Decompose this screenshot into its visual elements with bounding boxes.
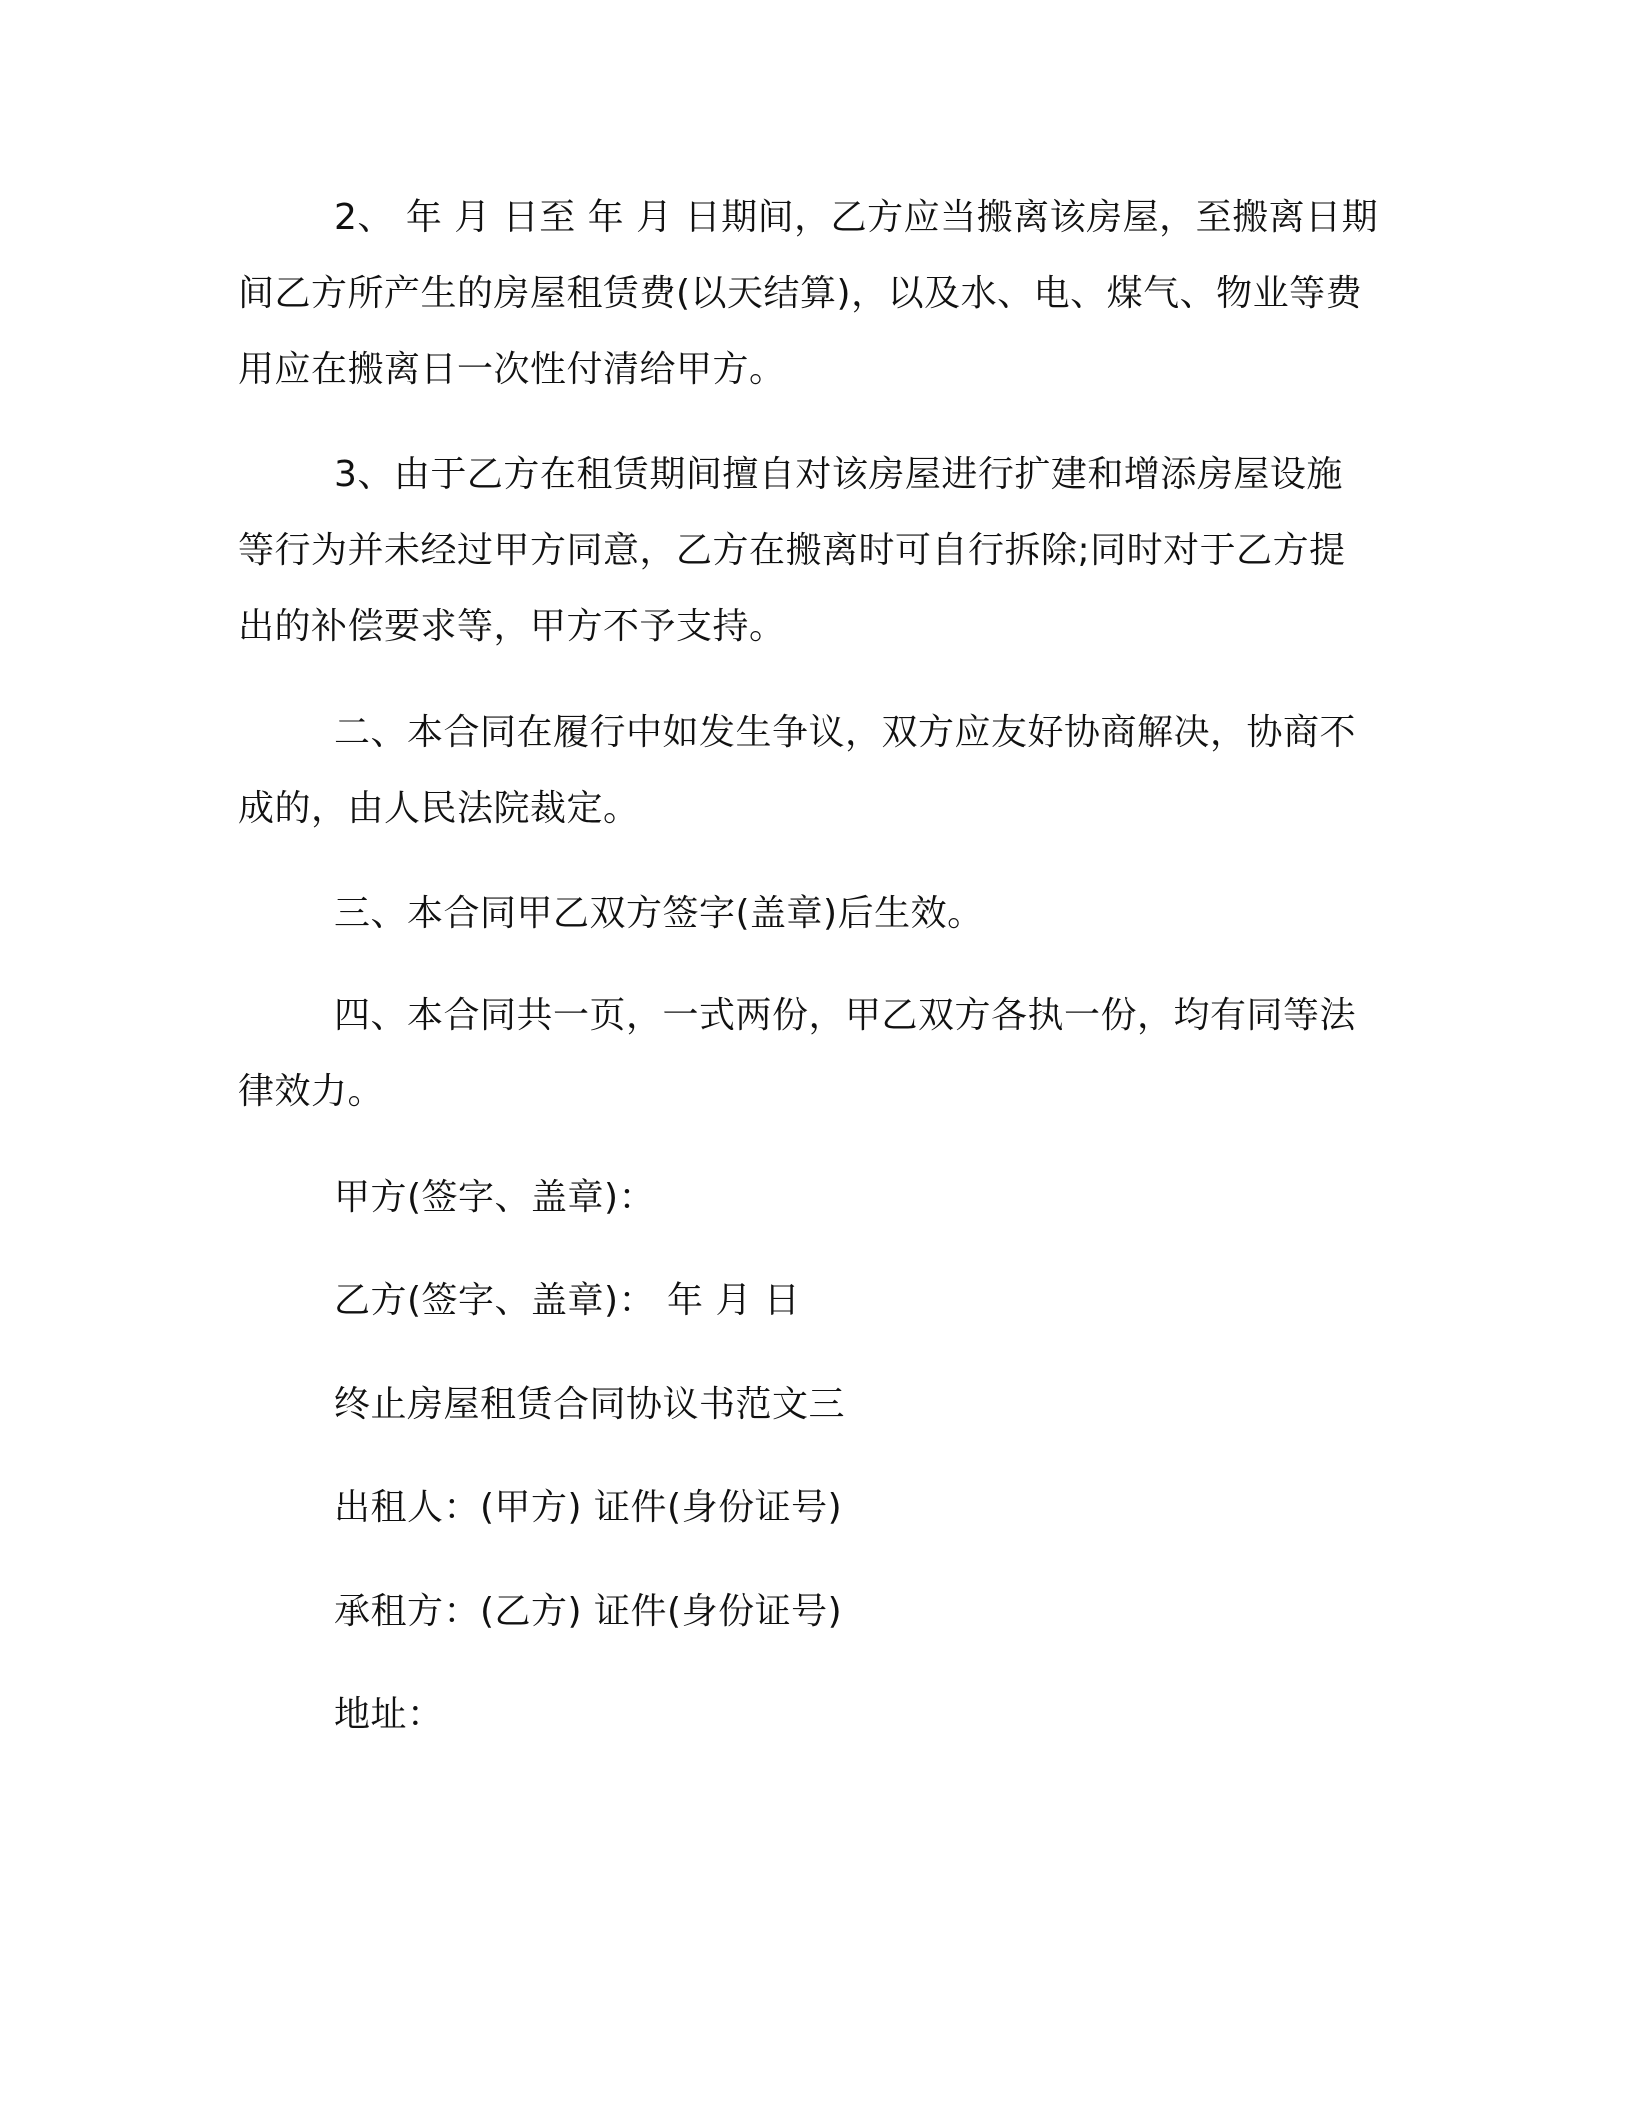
paragraph-1-line-1: 2、 年 月 日至 年 月 日期间，乙方应当搬离该房屋，至搬离日期 xyxy=(334,197,1379,238)
paragraph-2-line-3: 出的补偿要求等，甲方不予支持。 xyxy=(238,606,786,647)
party-a-signature-line: 甲方(签字、盖章)： xyxy=(334,1177,656,1218)
paragraph-5-line-1: 四、本合同共一页，一式两份，甲乙双方各执一份，均有同等法 xyxy=(334,995,1357,1036)
paragraph-1-line-3: 用应在搬离日一次性付清给甲方。 xyxy=(238,349,786,390)
paragraph-1-line-2: 间乙方所产生的房屋租赁费(以天结算)，以及水、电、煤气、物业等费 xyxy=(238,273,1363,314)
paragraph-2-line-1: 3、由于乙方在租赁期间擅自对该房屋进行扩建和增添房屋设施 xyxy=(334,454,1343,495)
paragraph-2-line-2: 等行为并未经过甲方同意，乙方在搬离时可自行拆除;同时对于乙方提 xyxy=(238,530,1346,571)
paragraph-4-line-1: 三、本合同甲乙双方签字(盖章)后生效。 xyxy=(334,893,984,934)
lessee-field: 承租方：(乙方) 证件(身份证号) xyxy=(334,1591,843,1632)
paragraph-3-line-2: 成的，由人民法院裁定。 xyxy=(238,788,640,829)
address-field: 地址： xyxy=(334,1694,444,1735)
lessor-field: 出租人：(甲方) 证件(身份证号) xyxy=(334,1487,843,1528)
party-b-signature-line: 乙方(签字、盖章)： 年 月 日 xyxy=(334,1280,801,1321)
paragraph-5-line-2: 律效力。 xyxy=(238,1071,385,1112)
paragraph-3-line-1: 二、本合同在履行中如发生争议，双方应友好协商解决，协商不 xyxy=(334,712,1357,753)
section-title: 终止房屋租赁合同协议书范文三 xyxy=(334,1384,846,1425)
